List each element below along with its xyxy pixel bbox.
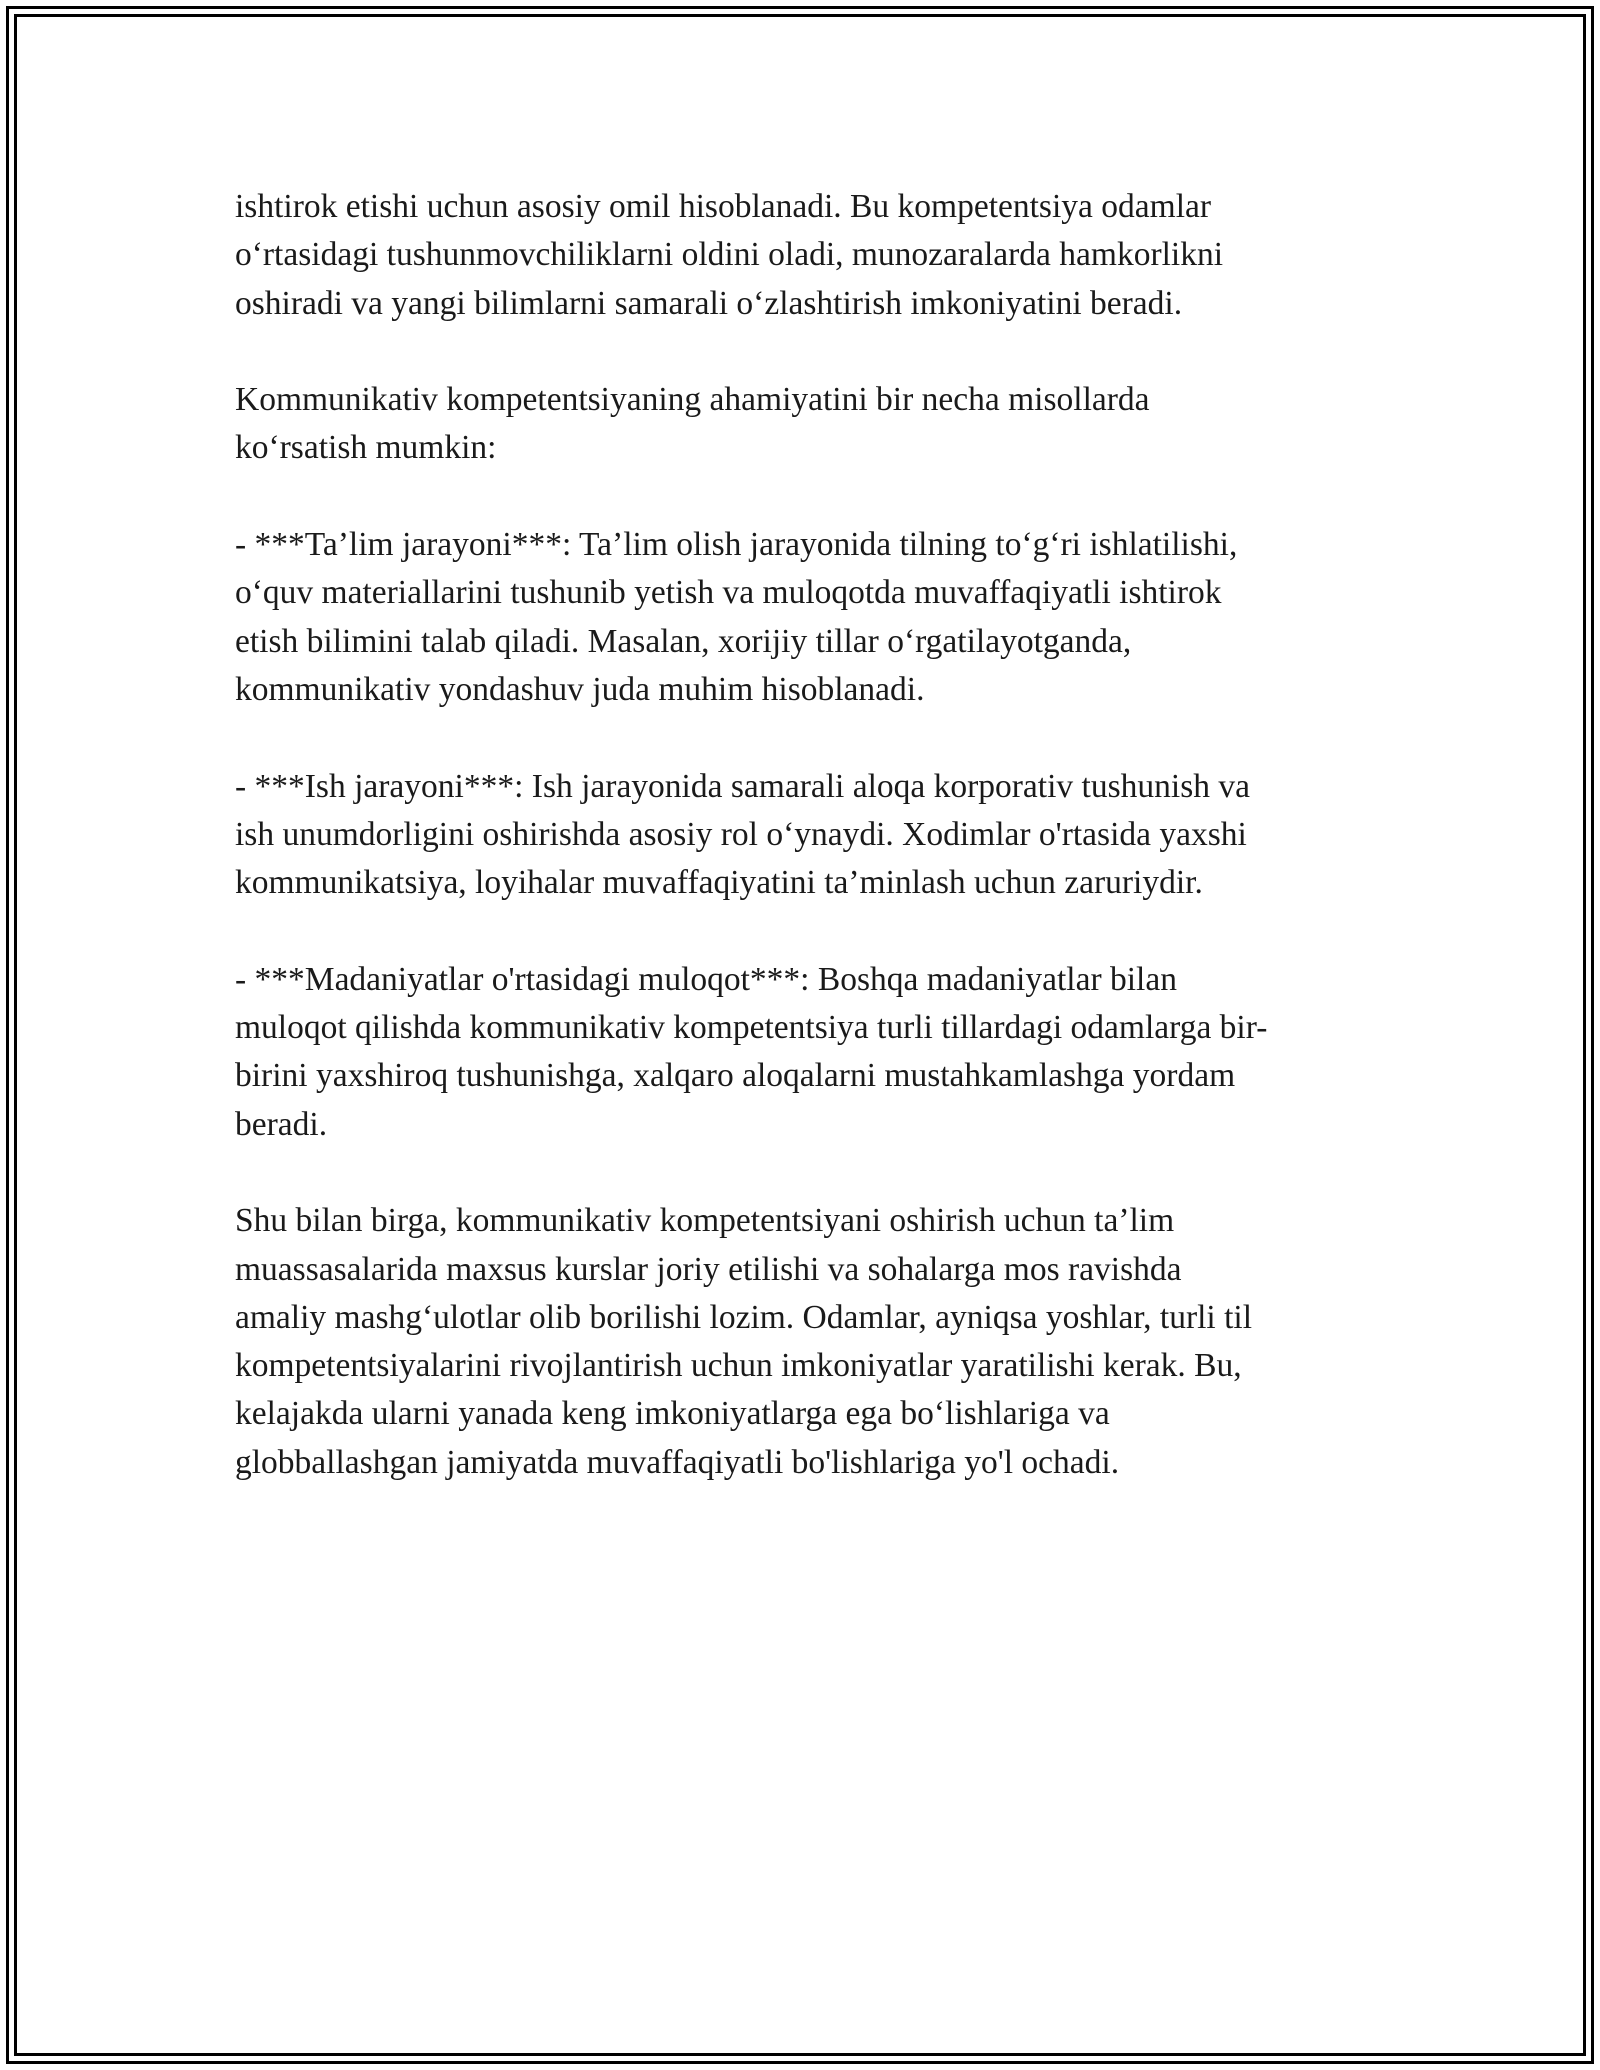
document-body (235, 183, 1375, 1487)
list-item-intercultural: - ***Madaniyatlar o'rtasidagi muloqot***: Boshqa madaniyatlar bilan muloqot qilishda kommunikativ kompetentsiya turli tillardagi odamlarga bir- birini yaxshiroq tushunishga, xalqaro aloqalarni mustahkamlashga yordam beradi. (235, 960, 1268, 1143)
paragraph-conclusion: Shu bilan birga, kommunikativ kompetentsiyani oshirish uchun ta’lim muassasalarida maxsus kurslar joriy etilishi va sohalarga mos ravishda amaliy mashg‘ulotlar olib borilishi lozim. Odamlar, ayniqsa yoshlar, turli til kompetentsiyalarini rivojlantirish uchun imkoniyatlar yaratilishi kerak. Bu, kelajakda ularni yanada keng imkoniyatlarga ega bo‘lishlariga va globballashgan jamiyatda muvaffaqiyatli bo'lishlariga yo'l ochadi. (235, 1202, 1253, 1481)
list-item-education: - ***Ta’lim jarayoni***: Ta’lim olish jarayonida tilning to‘g‘ri ishlatilishi, o‘quv materiallarini tushunib yetish va muloqotda muvaffaqiyatli ishtirok etish bilimini talab qiladi. Masalan, xorijiy tillar o‘rgatilayotganda, kommunikativ yondashuv juda muhim hisoblanadi. (235, 526, 1238, 708)
list-item-work: - ***Ish jarayoni***: Ish jarayonida samarali aloqa korporativ tushunish va ish unumdorligini oshirishda asosiy rol o‘ynaydi. Xodimlar o'rtasida yaxshi kommunikatsiya, loyihalar muvaffaqiyatini ta’minlash uchun zaruriydir. (235, 767, 1250, 902)
paragraph-examples-lead: Kommunikativ kompetentsiyaning ahamiyatini bir necha misollarda ko‘rsatish mumkin: (235, 381, 1150, 467)
paragraph-intro: ishtirok etishi uchun asosiy omil hisoblanadi. Bu kompetentsiya odamlar o‘rtasidagi tushunmovchiliklarni oldini oladi, munozaralarda hamkorlikni oshiradi va yangi bilimlarni samarali o‘zlashtirish imkoniyatini beradi. (235, 188, 1224, 322)
